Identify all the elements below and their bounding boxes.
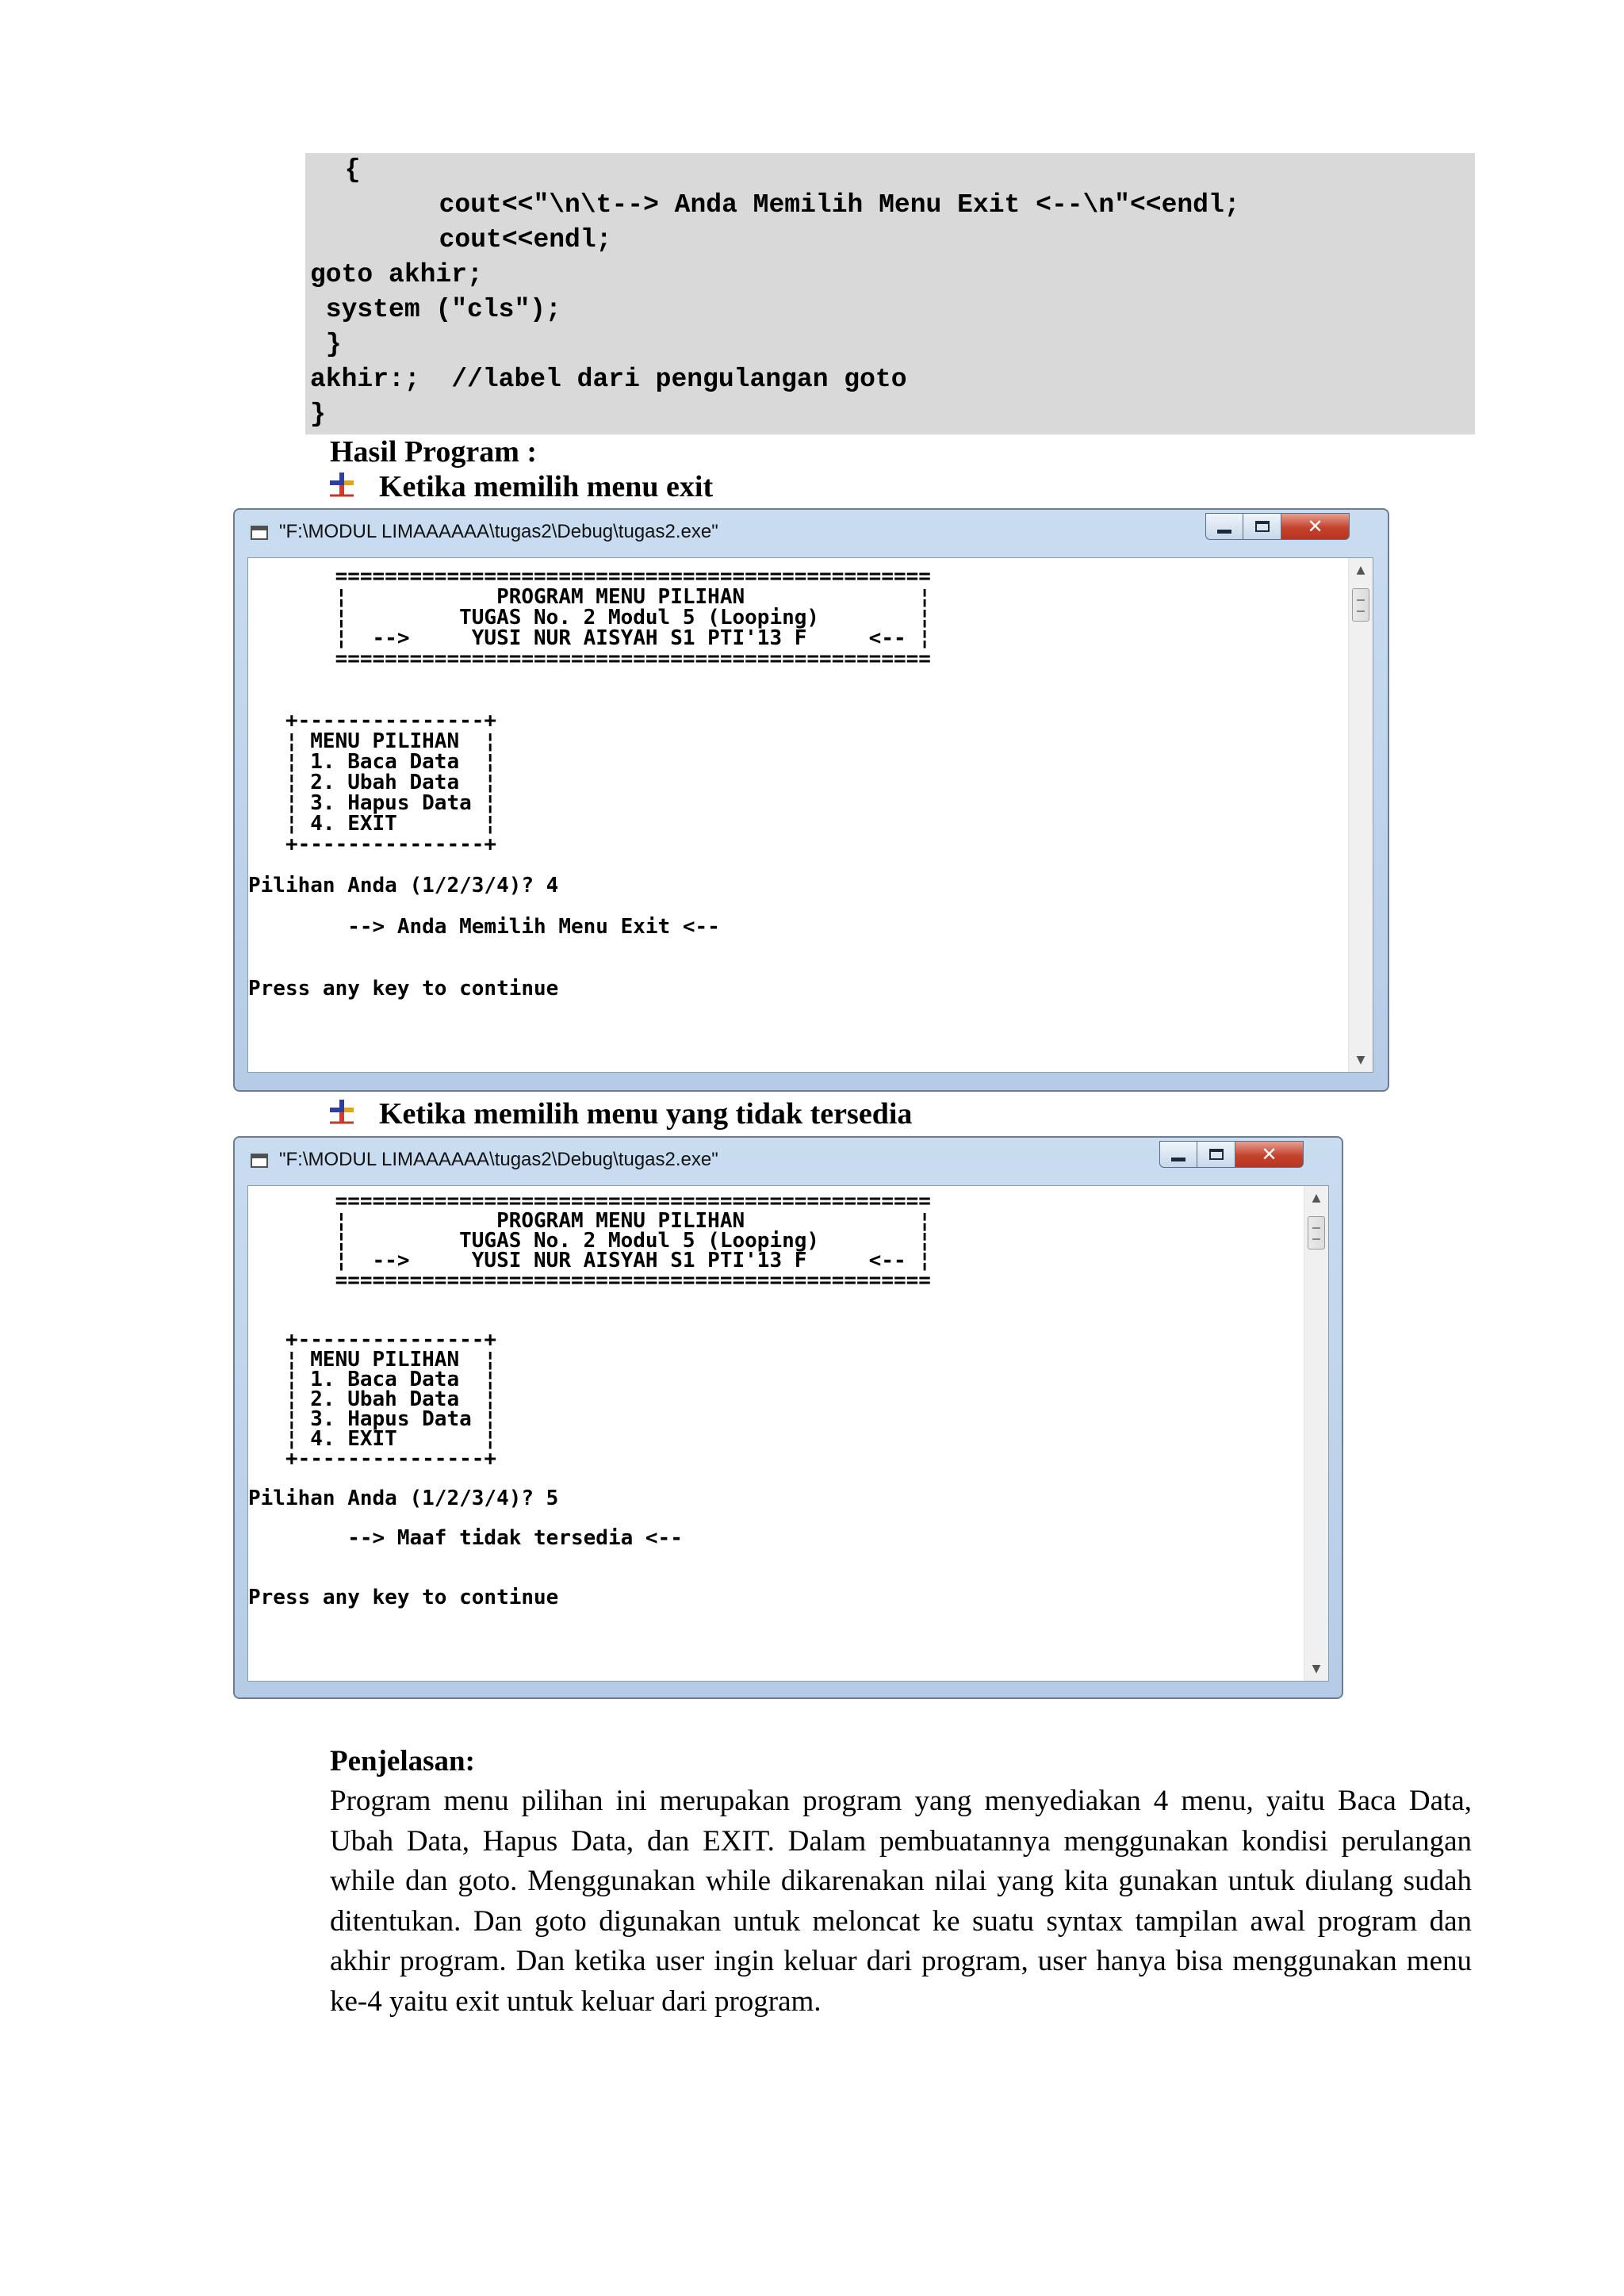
bullet-plus-icon	[328, 1098, 355, 1125]
code-line: cout<<"\n\t--> Anda Memilih Menu Exit <--\n"<<endl;	[329, 190, 1240, 220]
code-line: }	[310, 330, 342, 359]
code-line: system ("cls");	[310, 295, 561, 324]
console-line: ¦ 3. Hapus Data ¦	[248, 791, 497, 815]
console-line: Press any key to continue	[248, 1586, 559, 1609]
bullet-invalid-label: Ketika memilih menu yang tidak tersedia	[379, 1097, 913, 1131]
console-line: ================================================	[248, 1189, 931, 1213]
minimize-icon	[1171, 1158, 1185, 1161]
explanation-title: Penjelasan:	[330, 1745, 475, 1777]
console-line: ¦ MENU PILIHAN ¦	[248, 729, 497, 753]
scroll-up-icon[interactable]: ▲	[1312, 1192, 1321, 1204]
close-button[interactable]	[1281, 513, 1350, 540]
console-line: ¦ 4. EXIT ¦	[248, 812, 497, 836]
console-line: ================================================	[248, 564, 931, 588]
code-line: {	[329, 155, 361, 185]
minimize-button[interactable]	[1205, 513, 1243, 540]
console-line: --> Anda Memilih Menu Exit <--	[248, 915, 720, 939]
maximize-button[interactable]	[1197, 1141, 1235, 1168]
console-line: ¦ 4. EXIT ¦	[248, 1427, 497, 1451]
console-output[interactable]	[247, 557, 1373, 1073]
scroll-thumb[interactable]	[1352, 588, 1369, 622]
console-window-invalid	[233, 1136, 1343, 1699]
scroll-down-icon[interactable]: ▼	[1356, 1054, 1365, 1066]
title-bar[interactable]	[235, 510, 1388, 557]
console-line: Pilihan Anda (1/2/3/4)? 5	[248, 1487, 559, 1510]
close-button[interactable]	[1235, 1141, 1304, 1168]
explanation-paragraph: Program menu pilihan ini merupakan program yang menyediakan 4 menu, yaitu Baca Data, Ubah Data, Hapus Data, dan EXIT. Dalam pembuatannya menggunakan kondisi perulangan while dan goto. Menggunakan while dikarenakan nilai yang kita gunakan untuk diulang sudah ditentukan. Dan goto digunakan untuk meloncat ke suatu syntax tampilan awal program dan akhir program. Dan ketika user ingin keluar dari program, user hanya bisa menggunakan menu ke-4 yaitu exit untuk keluar dari program.	[330, 1785, 1472, 2018]
console-window-exit	[233, 508, 1389, 1092]
console-line: Pilihan Anda (1/2/3/4)? 4	[248, 874, 559, 897]
console-line: ================================================	[248, 1269, 931, 1292]
maximize-button[interactable]	[1243, 513, 1281, 540]
vertical-scrollbar[interactable]	[1304, 1186, 1328, 1681]
minimize-button[interactable]	[1159, 1141, 1197, 1168]
console-app-icon	[251, 526, 268, 540]
code-line: }	[310, 400, 326, 429]
console-line: ¦ PROGRAM MENU PILIHAN ¦	[248, 1209, 931, 1233]
console-line: ¦ --> YUSI NUR AISYAH S1 PTI'13 F <-- ¦	[248, 626, 931, 650]
console-line: ¦ TUGAS No. 2 Modul 5 (Looping) ¦	[248, 606, 931, 629]
code-line: goto akhir;	[310, 260, 483, 289]
close-icon: ✕	[1261, 1143, 1277, 1165]
scroll-down-icon[interactable]: ▼	[1312, 1663, 1321, 1675]
bullet-exit-label: Ketika memilih menu exit	[379, 470, 714, 503]
console-line: +---------------+	[248, 709, 497, 733]
vertical-scrollbar[interactable]	[1348, 558, 1373, 1072]
console-line: ¦ TUGAS No. 2 Modul 5 (Looping) ¦	[248, 1229, 931, 1253]
title-bar[interactable]	[235, 1138, 1342, 1185]
code-line: cout<<endl;	[329, 225, 612, 254]
console-line: ¦ 1. Baca Data ¦	[248, 750, 497, 774]
code-line: akhir:; //label dari pengulangan goto	[310, 365, 907, 394]
bullet-plus-icon	[328, 471, 355, 498]
scroll-up-icon[interactable]: ▲	[1356, 564, 1365, 576]
console-output[interactable]	[247, 1185, 1329, 1682]
close-icon: ✕	[1307, 515, 1323, 538]
console-line: +---------------+	[248, 832, 497, 856]
window-title: "F:\MODUL LIMAAAAAA\tugas2\Debug\tugas2.exe"	[279, 521, 718, 542]
console-line: ¦ --> YUSI NUR AISYAH S1 PTI'13 F <-- ¦	[248, 1249, 931, 1272]
hasil-program-heading: Hasil Program :	[330, 435, 538, 469]
code-block	[305, 153, 1475, 434]
console-line: ¦ 2. Ubah Data ¦	[248, 771, 497, 794]
console-line: ¦ 3. Hapus Data ¦	[248, 1407, 497, 1431]
console-line: Press any key to continue	[248, 977, 559, 1001]
console-line: --> Maaf tidak tersedia <--	[248, 1526, 683, 1550]
console-line: ¦ PROGRAM MENU PILIHAN ¦	[248, 585, 931, 609]
maximize-icon	[1255, 521, 1270, 532]
scroll-thumb[interactable]	[1308, 1216, 1325, 1249]
console-line: ¦ MENU PILIHAN ¦	[248, 1348, 497, 1372]
console-line: ================================================	[248, 647, 931, 671]
console-line: ¦ 2. Ubah Data ¦	[248, 1387, 497, 1411]
minimize-icon	[1217, 530, 1231, 534]
console-line: +---------------+	[248, 1328, 497, 1352]
console-app-icon	[251, 1154, 268, 1168]
maximize-icon	[1209, 1149, 1224, 1160]
window-title: "F:\MODUL LIMAAAAAA\tugas2\Debug\tugas2.exe"	[279, 1149, 718, 1170]
console-line: +---------------+	[248, 1447, 497, 1471]
console-line: ¦ 1. Baca Data ¦	[248, 1368, 497, 1391]
